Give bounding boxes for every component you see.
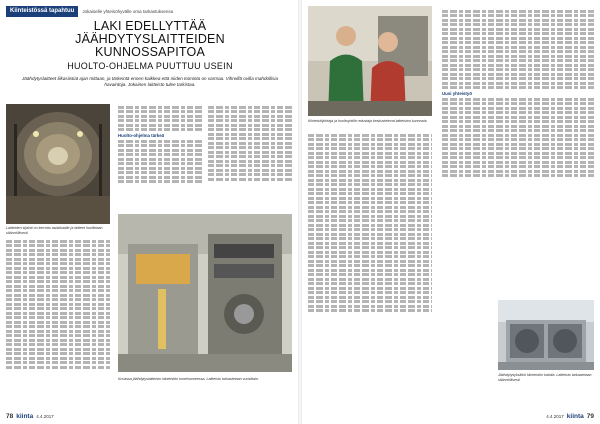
caption-machine: Kuvassa jäähdytyslaitteisto kiinteistön konehuoneessa. Laitteisto tarkastetaan vuosittain. [118, 377, 259, 381]
right-left-column [308, 132, 432, 314]
people-photo [308, 6, 432, 116]
lead-paragraph: Jäähdytyslaitteet liikasiistiat ajan mittaan, ja tärkeintä ennen kaikkea että niiden toiminta on varmaa. Vihreillä ovilla mahdollisia havaintoja. Jokainen laitteisto tulee tarkistaa. [21, 76, 279, 87]
headline-line-3: KUNNOSSAPITOA [94, 45, 206, 59]
left-magazine-name: kiinta [16, 413, 34, 420]
left-issue-date: 4.4.2017 [36, 414, 54, 419]
subtitle-a: Huolto-ohjelma tärkeä [118, 133, 165, 138]
caption-people: Kiinteistöjohtaja ja huoltoyhtiön edustaja keskustelevat laitteiston kunnosta. [308, 119, 428, 123]
left-column-text [6, 238, 110, 370]
right-issue-date: 4.4.2017 [546, 414, 564, 419]
rooftop-unit-photo [498, 300, 594, 370]
headline-line-2: JÄÄHDYTYSLAITTEIDEN [75, 32, 225, 46]
left-folio [6, 413, 54, 420]
subtitle-b: Uusi yhteistyö [442, 91, 473, 96]
headline-line-1: LAKI EDELLYTTÄÄ [93, 19, 207, 33]
section-tag [6, 6, 173, 17]
left-page [0, 0, 298, 424]
left-page-right-column [208, 104, 292, 182]
left-page-number: 78 [6, 413, 14, 420]
caption-tunnel: Laitteiden sijainti on kerrottu asiakkaalle ja laitteet huolletaan säännöllisesti. [6, 226, 103, 235]
section-label: Kiinteistössä tapahtuu [6, 6, 78, 17]
tunnel-photo [6, 104, 110, 224]
middle-column-text [118, 104, 202, 185]
machine-photo [118, 214, 292, 372]
right-magazine-name: kiinta [566, 413, 584, 420]
subhead: HUOLTO-OHJELMA PUUTTUU USEIN [67, 61, 233, 71]
caption-rooftop: Jäähdytysyksikkö kiinteistön katolla. Laitteisto tarkastetaan säännöllisesti. [498, 373, 592, 382]
headline [30, 20, 270, 59]
right-page [302, 0, 600, 424]
right-right-column [442, 8, 594, 179]
right-folio [546, 413, 594, 420]
section-sub: Jokaiselle yhteisöhyvälle oma tarkastuksensa [82, 9, 174, 14]
right-page-number: 79 [586, 413, 594, 420]
